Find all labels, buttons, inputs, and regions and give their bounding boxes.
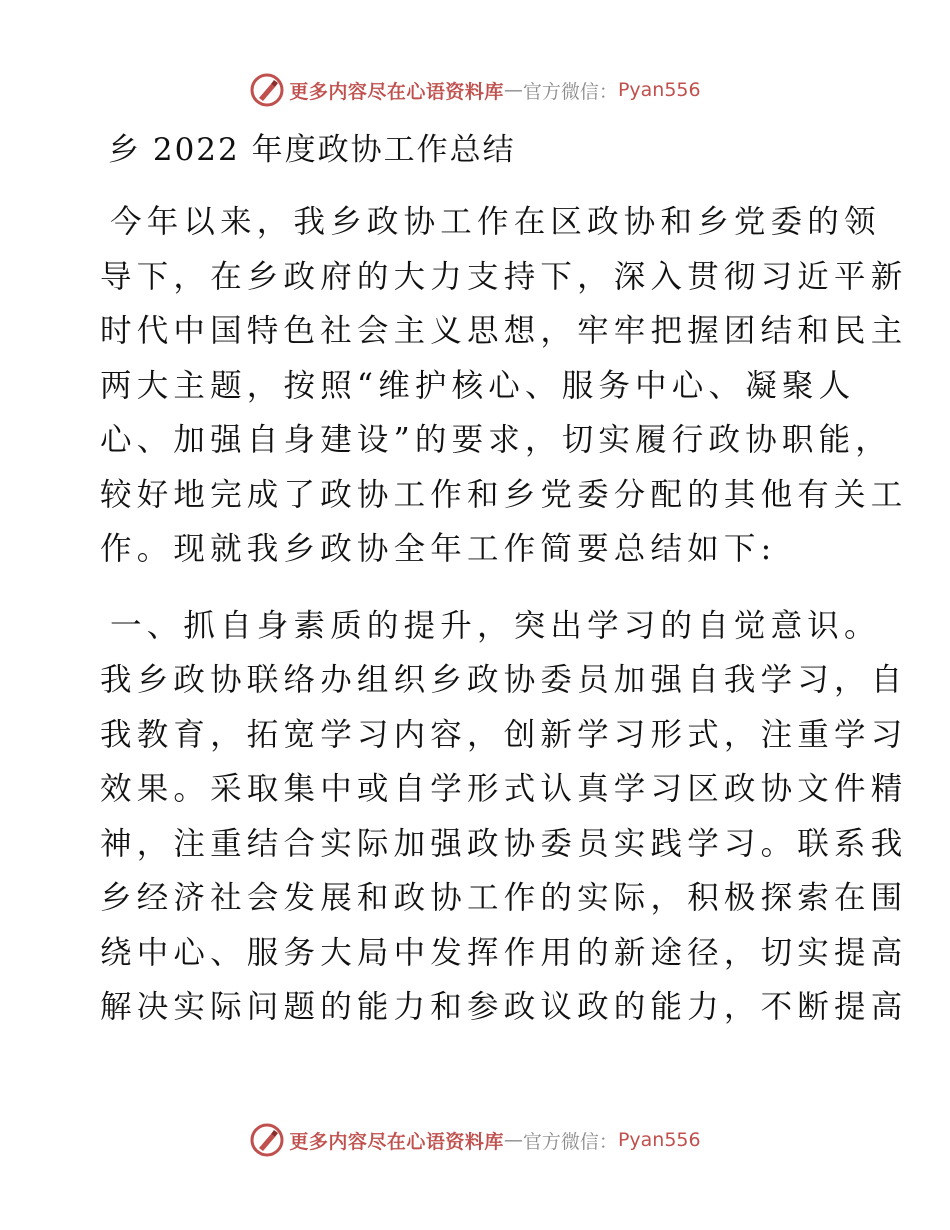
watermark-official: 官方微信： xyxy=(522,80,618,103)
paragraph-line: 神，注重结合实际加强政协委员实践学习。联系我 xyxy=(100,825,908,862)
paragraph-line: 绕中心、服务大局中发挥作用的新途径，切实提高 xyxy=(100,934,908,971)
paragraph-line: 两大主题，按照“维护核心、服务中心、凝聚人 xyxy=(100,367,856,404)
paragraph-line: 导下，在乡政府的大力支持下，深入贯彻习近平新 xyxy=(100,258,908,295)
paragraph-line: 我教育，拓宽学习内容，创新学习形式，注重学习 xyxy=(100,716,908,753)
paragraph-line: 效果。采取集中或自学形式认真学习区政协文件精 xyxy=(100,771,908,807)
paragraph-line: 作。现就我乡政协全年工作简要总结如下: xyxy=(100,531,777,567)
watermark-wechat-id: Pyan556 xyxy=(617,79,701,101)
section-heading: 一、抓自身素质的提升，突出学习的自觉意识。 xyxy=(110,607,881,644)
document-body xyxy=(100,195,908,1035)
red-circle-pen-icon xyxy=(249,72,285,108)
paragraph-line: 时代中国特色社会主义思想，牢牢把握团结和民主 xyxy=(100,313,908,349)
watermark-brand: 更多内容尽在心语资料库 xyxy=(289,1130,504,1153)
watermark-dash: — xyxy=(503,79,523,101)
watermark-wechat-id: Pyan556 xyxy=(617,1129,701,1151)
paragraph-gap xyxy=(100,577,860,599)
watermark-banner-bottom xyxy=(0,1120,950,1160)
paragraph-line: 乡经济社会发展和政协工作的实际，积极探索在围 xyxy=(100,880,908,916)
watermark-banner-top xyxy=(0,70,950,110)
paragraph-line: 心、加强自身建设”的要求，切实履行政协职能， xyxy=(100,422,893,458)
paragraph-line: 解决实际问题的能力和参政议政的能力，不断提高 xyxy=(100,989,908,1025)
page-title: 乡 2022 年度政协工作总结 xyxy=(108,132,516,168)
paragraph-line: 我乡政协联络办组织乡政协委员加强自我学习，自 xyxy=(100,662,908,698)
red-circle-pen-icon xyxy=(249,1122,285,1158)
watermark-official: 官方微信： xyxy=(522,1130,618,1153)
paragraph-line: 较好地完成了政协工作和乡党委分配的其他有关工 xyxy=(100,476,908,513)
watermark-dash: — xyxy=(503,1129,523,1151)
paragraph-line: 今年以来，我乡政协工作在区政协和乡党委的领 xyxy=(110,204,881,240)
watermark-brand: 更多内容尽在心语资料库 xyxy=(289,80,504,103)
